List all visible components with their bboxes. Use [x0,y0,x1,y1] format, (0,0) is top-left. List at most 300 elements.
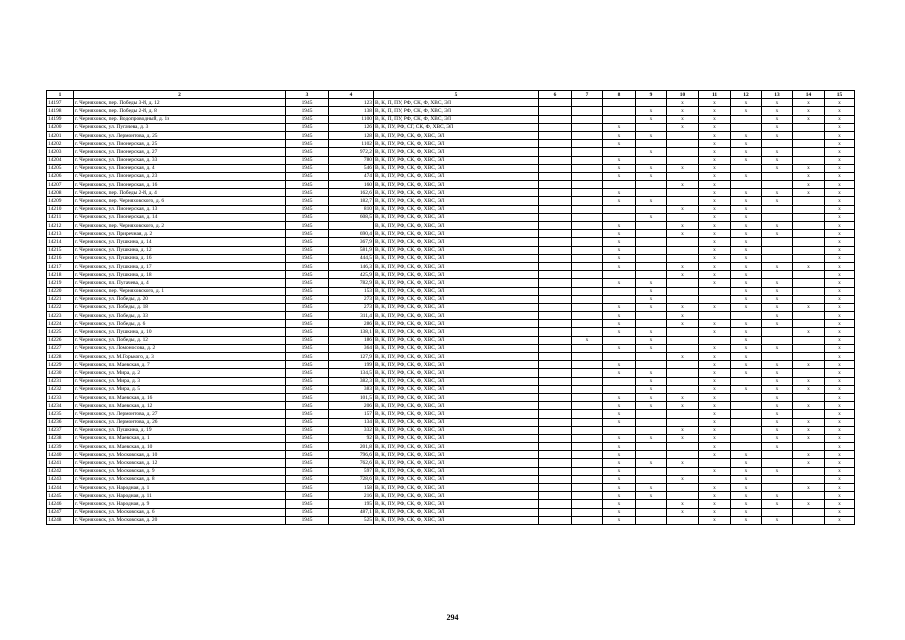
table-cell [329,222,374,230]
table-cell: В, К, ПУ, РФ, СК, Ф, ХВС, ЭЛ [374,426,539,434]
table-cell [539,107,572,115]
table-cell [539,426,572,434]
table-cell: x [603,312,636,320]
table-cell: x [731,508,762,516]
table-cell: x [699,344,731,352]
table-cell [731,426,762,434]
table-row [47,99,855,107]
table-row [47,377,855,385]
table-cell: x [699,443,731,451]
table-row [47,197,855,205]
table-cell: x [603,459,636,467]
table-cell: 1945 [286,254,329,262]
table-cell [667,516,699,524]
table-cell [793,443,825,451]
table-cell: x [793,262,825,270]
table-cell: x [667,500,699,508]
table-cell [539,140,572,148]
table-cell [793,197,825,205]
table-cell [572,107,603,115]
table-cell: 195 [329,500,374,508]
table-cell [572,213,603,221]
table-cell [572,254,603,262]
table-cell: x [699,500,731,508]
table-cell: x [699,107,731,115]
table-row [47,303,855,311]
table-cell: 138 [329,107,374,115]
table-cell [636,123,667,131]
table-cell: 1945 [286,508,329,516]
table-row [47,410,855,418]
table-cell: В, К, ПУ, РФ, СК, Ф, ХВС, ЭЛ [374,492,539,500]
table-row [47,287,855,295]
table-cell [731,181,762,189]
table-cell [539,467,572,475]
table-cell: В, К, ПУ, РФ, СК, Ф, ХВС, ЭЛ [374,254,539,262]
table-cell: x [825,508,855,516]
table-cell [572,320,603,328]
table-cell: x [699,172,731,180]
table-cell: г. Черняховск, пер. Победы 3-й, д. 12 [74,99,286,107]
table-cell: 14221 [47,295,74,303]
table-cell: 14227 [47,344,74,352]
table-cell: x [731,320,762,328]
table-cell: В, К, ПУ, РФ, СК, Ф, ХВС, ЭЛ [374,508,539,516]
table-cell: x [603,508,636,516]
table-cell [603,336,636,344]
table-cell [572,295,603,303]
table-cell: г. Черняховск, пер. Черняховского, д. 2 [74,222,286,230]
table-cell: x [825,492,855,500]
table-cell: x [762,369,793,377]
table-cell: x [667,164,699,172]
table-cell: 1945 [286,164,329,172]
table-cell: 1945 [286,402,329,410]
table-cell: 1945 [286,271,329,279]
table-cell [793,344,825,352]
table-cell: x [603,434,636,442]
table-cell: 1102 [329,140,374,148]
table-cell: x [731,295,762,303]
table-cell [636,181,667,189]
table-cell: г. Черняховск, ул. Лермонтова, д. 25 [74,131,286,139]
table-cell: 14219 [47,279,74,287]
table-cell [793,295,825,303]
table-cell: 14243 [47,475,74,483]
table-cell [539,484,572,492]
table-cell [667,295,699,303]
table-cell: 1945 [286,312,329,320]
table-cell: x [731,140,762,148]
table-cell: 182,7 [329,197,374,205]
table-cell: x [825,164,855,172]
table-cell [539,500,572,508]
table-row [47,492,855,500]
table-cell [572,459,603,467]
table-cell: В, К, ПУ, РФ, СК, Ф, ХВС, ЭЛ [374,172,539,180]
table-cell: г. Черняховск, пл. Маевская, д. 7 [74,361,286,369]
table-cell [762,213,793,221]
table-cell: 728,6 [329,475,374,483]
table-cell: 1945 [286,426,329,434]
table-cell: x [825,312,855,320]
table-cell: x [825,434,855,442]
table-cell [539,434,572,442]
table-cell [667,131,699,139]
table-cell [793,156,825,164]
table-cell: 525 [329,516,374,524]
table-cell: 14216 [47,254,74,262]
table-row [47,467,855,475]
table-cell: x [731,344,762,352]
table-cell: x [793,402,825,410]
table-cell: x [762,197,793,205]
table-cell [572,393,603,401]
table-cell: В, К, ПУ, РФ, СК, Ф, ХВС, ЭЛ [374,393,539,401]
table-cell: x [667,181,699,189]
table-cell: x [603,303,636,311]
table-cell [793,320,825,328]
table-cell: x [636,303,667,311]
table-cell [572,189,603,197]
table-cell: г. Черняховск, ул. Победы, д. 12 [74,336,286,344]
table-cell: В, К, ПУ, РФ, СК, Ф, ХВС, ЭЛ [374,131,539,139]
table-cell: x [825,516,855,524]
table-cell: x [762,443,793,451]
table-cell [539,262,572,270]
table-cell: 1945 [286,484,329,492]
table-cell [636,443,667,451]
table-cell: x [825,205,855,213]
table-cell: x [793,459,825,467]
table-cell: x [636,295,667,303]
table-cell: 14234 [47,402,74,410]
table-cell [572,197,603,205]
table-cell: x [636,336,667,344]
table-cell: 14231 [47,377,74,385]
table-cell: г. Черняховск, ул. Пушкина, д. 12 [74,246,286,254]
table-cell: x [667,271,699,279]
table-cell: г. Черняховск, ул. Пушкина, д. 14 [74,238,286,246]
table-cell [762,271,793,279]
table-cell: x [699,99,731,107]
table-cell: x [667,475,699,483]
table-cell [572,467,603,475]
table-cell [636,500,667,508]
column-header: 15 [825,91,855,99]
table-cell: x [603,172,636,180]
table-cell [572,402,603,410]
table-cell: x [762,287,793,295]
table-row [47,516,855,524]
table-cell: В, К, ПУ, РФ, СК, Ф, ХВС, ЭЛ [374,484,539,492]
table-cell [762,246,793,254]
table-cell [572,451,603,459]
table-cell [793,238,825,246]
table-cell: x [762,230,793,238]
table-cell [572,344,603,352]
table-cell: x [667,123,699,131]
table-cell [539,516,572,524]
table-cell: x [762,385,793,393]
table-cell: 14237 [47,426,74,434]
table-cell: x [731,246,762,254]
table-cell: 1945 [286,172,329,180]
table-cell: x [731,353,762,361]
table-cell: 474 [329,172,374,180]
table-cell: В, К, ПУ, РФ, СК, Ф, ХВС, ЭЛ [374,213,539,221]
table-cell: В, К, ПУ, РФ, СК, Ф, ХВС, ЭЛ [374,451,539,459]
table-cell: x [793,484,825,492]
table-row [47,443,855,451]
table-cell [636,475,667,483]
table-cell: x [825,140,855,148]
table-cell: x [825,336,855,344]
table-cell: x [699,418,731,426]
table-cell [539,156,572,164]
table-cell: x [731,230,762,238]
column-header: 3 [286,91,329,99]
table-cell [793,213,825,221]
table-cell: x [825,467,855,475]
table-cell: 780 [329,156,374,164]
table-cell: x [793,107,825,115]
table-cell: В, К, ПУ, РФ, СК, Ф, ХВС, ЭЛ [374,410,539,418]
table-cell: x [762,279,793,287]
table-cell [539,361,572,369]
table-row [47,164,855,172]
table-cell: x [762,361,793,369]
table-cell: x [603,189,636,197]
table-cell: x [825,451,855,459]
table-cell [572,312,603,320]
table-cell: 216 [329,492,374,500]
table-cell [667,451,699,459]
table-cell [636,222,667,230]
table-cell: x [636,107,667,115]
table-cell: В, К, ПУ, РФ, СК, Ф, ХВС, ЭЛ [374,262,539,270]
table-cell: В, К, П, ПУ, РФ, СК, Ф, ХВС, ЭЛ [374,99,539,107]
table-cell: x [699,508,731,516]
table-cell: x [825,426,855,434]
table-cell: 810 [329,205,374,213]
table-cell: x [793,99,825,107]
table-row [47,131,855,139]
table-cell: x [636,492,667,500]
table-cell [762,508,793,516]
table-cell: 126 [329,123,374,131]
table-cell: г. Черняховск, ул. Московская, д. 10 [74,451,286,459]
table-cell: x [636,328,667,336]
table-cell: x [699,271,731,279]
table-row [47,328,855,336]
table-cell: 1945 [286,344,329,352]
table-cell: x [636,197,667,205]
table-cell: г. Черняховск, ул. Народная, д. 1 [74,484,286,492]
table-cell: x [825,385,855,393]
table-row [47,189,855,197]
table-cell [667,492,699,500]
table-cell: x [762,115,793,123]
table-cell: 14247 [47,508,74,516]
table-cell: г. Черняховск, пер. Черняховского, д. 1 [74,287,286,295]
table-cell: 128 [329,131,374,139]
table-cell: 206 [329,402,374,410]
table-cell: x [667,303,699,311]
table-cell: x [636,131,667,139]
table-cell: x [762,393,793,401]
table-row [47,361,855,369]
table-cell: г. Черняховск, ул. Московская, д. 9 [74,467,286,475]
table-cell: г. Черняховск, ул. Победы, д. 6 [74,320,286,328]
table-cell: г. Черняховск, ул. Ломоносова, д. 2 [74,344,286,352]
table-cell: 444,5 [329,254,374,262]
table-cell: г. Черняховск, ул. Мира, д. 2 [74,369,286,377]
table-cell: x [699,303,731,311]
table-cell: x [667,230,699,238]
table-cell [636,271,667,279]
table-cell: x [793,189,825,197]
table-cell: x [603,402,636,410]
table-cell [667,156,699,164]
table-cell: x [825,353,855,361]
table-cell: В, К, ПУ, РФ, СК, Ф, ХВС, ЭЛ [374,148,539,156]
table-cell: 1945 [286,189,329,197]
table-cell: В, К, ПУ, РФ, СК, Ф, ХВС, ЭЛ [374,516,539,524]
table-cell: г. Черняховск, ул. Московская, д. 12 [74,459,286,467]
table-cell: г. Черняховск, ул. Победы, д. 33 [74,312,286,320]
table-cell [539,213,572,221]
table-cell: x [699,254,731,262]
table-cell [667,172,699,180]
table-cell [667,336,699,344]
table-cell: x [825,107,855,115]
table-cell: г. Черняховск, ул. Пионерская, д. 27 [74,148,286,156]
table-cell: x [793,500,825,508]
table-row [47,115,855,123]
table-cell: x [699,385,731,393]
table-cell: x [825,189,855,197]
table-cell [539,393,572,401]
table-cell: x [699,197,731,205]
table-cell [636,418,667,426]
table-row [47,451,855,459]
table-cell: x [793,303,825,311]
table-cell [539,459,572,467]
table-cell: В, К, ПУ, РФ, СК, Ф, ХВС, ЭЛ [374,197,539,205]
table-cell: В, К, ПУ, РФ, СК, Ф, ХВС, ЭЛ [374,238,539,246]
table-cell: x [636,213,667,221]
table-cell: x [636,402,667,410]
table-cell: x [762,303,793,311]
table-cell: 14207 [47,181,74,189]
table-cell [572,500,603,508]
table-cell [572,287,603,295]
column-header: 2 [74,91,286,99]
table-cell: 14199 [47,115,74,123]
table-cell: x [793,434,825,442]
table-row [47,262,855,270]
table-cell: 146,3 [329,262,374,270]
table-cell: x [667,320,699,328]
table-cell: 1945 [286,197,329,205]
table-cell: x [603,361,636,369]
table-row [47,484,855,492]
table-cell [731,434,762,442]
table-cell: x [699,353,731,361]
table-cell: В, К, ПУ, РФ, СК, Ф, ХВС, ЭЛ [374,361,539,369]
table-cell: x [667,115,699,123]
table-cell [667,377,699,385]
table-cell [762,238,793,246]
table-cell: 311,4 [329,312,374,320]
table-cell [539,115,572,123]
table-cell [572,361,603,369]
table-cell: В, К, ПУ, РФ, СК, Ф, ХВС, ЭЛ [374,222,539,230]
table-cell: x [603,475,636,483]
table-cell: x [731,369,762,377]
table-cell: 14203 [47,148,74,156]
table-cell: г. Черняховск, ул. Лермонтова, д. 26 [74,418,286,426]
table-cell: г. Черняховск, пл. Пугачева, д. 4 [74,279,286,287]
table-cell: x [825,287,855,295]
table-cell: В, К, ПУ, РФ, СК, Ф, ХВС, ЭЛ [374,164,539,172]
table-cell: г. Черняховск, ул. Пионерская, д. 23 [74,172,286,180]
table-cell [667,238,699,246]
table-cell: 14214 [47,238,74,246]
table-cell: x [636,279,667,287]
table-cell: x [731,254,762,262]
table-cell: x [731,205,762,213]
table-cell: x [825,279,855,287]
table-cell [603,181,636,189]
table-cell [572,508,603,516]
table-cell: В, К, ПУ, РФ, СК, Ф, ХВС, ЭЛ [374,336,539,344]
table-cell: г. Черняховск, ул. Пионерская, д. 25 [74,140,286,148]
table-cell: x [731,99,762,107]
table-cell: x [667,205,699,213]
table-cell: x [699,205,731,213]
table-cell [667,254,699,262]
table-cell: 286 [329,320,374,328]
table-cell [667,279,699,287]
table-cell: 1945 [286,230,329,238]
table-cell [793,222,825,230]
table-cell: x [699,156,731,164]
table-cell: x [731,492,762,500]
table-cell: x [699,410,731,418]
table-row [47,222,855,230]
table-cell: x [699,377,731,385]
table-cell [539,295,572,303]
table-cell: x [603,279,636,287]
table-cell: 608,5 [329,213,374,221]
table-cell: x [825,328,855,336]
table-cell: x [825,361,855,369]
table-cell: г. Черняховск, ул. Народная, д. 9 [74,500,286,508]
table-cell [539,148,572,156]
table-cell [762,328,793,336]
table-cell: г. Черняховск, ул. Мира, д. 5 [74,385,286,393]
table-cell: г. Черняховск, ул. Приречная, д. 2 [74,230,286,238]
table-cell: 14212 [47,222,74,230]
table-cell: В, К, ПУ, РФ, СК, Ф, ХВС, ЭЛ [374,377,539,385]
table-cell [667,148,699,156]
table-cell: x [825,271,855,279]
table-cell [667,443,699,451]
table-cell: 1945 [286,393,329,401]
table-cell: x [667,393,699,401]
